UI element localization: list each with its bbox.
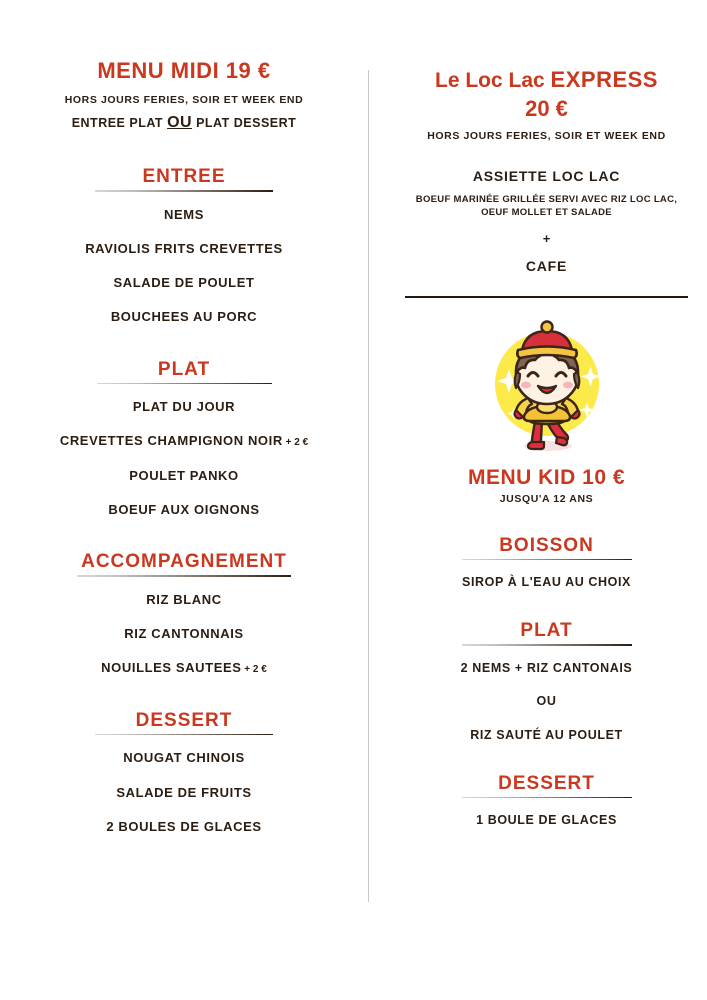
choice-option-first: ENTREE PLAT [71, 116, 164, 130]
section-accompagnement-heading: ACCOMPAGNEMENT [81, 551, 287, 573]
item-name: NEMS [164, 206, 204, 222]
list-item [18, 434, 350, 448]
express-dish-name: ASSIETTE LOC LAC [472, 167, 621, 184]
list-item [18, 400, 350, 414]
loc-lac-express-title [396, 58, 697, 122]
express-dish-description: BOEUF MARINÉE GRILLÉE SERVI AVEC RIZ LOC LAC, OEUF MOLLET ET SALADE [415, 193, 678, 218]
section-kid-plat-heading: PLAT [520, 620, 573, 642]
section-dessert-heading: DESSERT [135, 709, 233, 731]
express-plus-sign: + [542, 231, 551, 247]
mascot-container [396, 312, 697, 458]
express-drink: CAFE [525, 258, 568, 275]
menu-midi-choice [18, 114, 350, 132]
list-item [18, 751, 350, 765]
item-name: CREVETTES CHAMPIGNON NOIR [59, 433, 283, 449]
section-entree [18, 166, 350, 325]
section-accompagnement [18, 551, 350, 675]
list-item [18, 208, 350, 222]
choice-or-label: OU [167, 114, 193, 131]
section-plat-heading: PLAT [157, 358, 211, 380]
express-kid-separator [405, 296, 688, 298]
express-title-strong: EXPRESS [550, 67, 658, 92]
item-name: POULET PANKO [129, 467, 239, 483]
menu-express-kid-column [368, 0, 707, 1000]
menu-kid-subtitle: JUSQU'A 12 ANS [499, 492, 594, 505]
item-name: RAVIOLIS FRITS CREVETTES [85, 240, 283, 256]
section-kid-plat [396, 620, 697, 743]
menu-kid-sections [396, 535, 697, 828]
list-item [396, 814, 697, 828]
section-accompagnement-rule [77, 575, 291, 577]
list-item [18, 310, 350, 324]
list-item [18, 820, 350, 834]
list-item [396, 662, 697, 676]
section-entree-rule [95, 190, 273, 192]
section-boisson-rule [462, 559, 632, 561]
list-item [18, 503, 350, 517]
item-name: 2 BOULES DE GLACES [106, 818, 262, 834]
item-name: RIZ BLANC [146, 591, 222, 607]
item-name: BOUCHEES AU PORC [110, 309, 258, 325]
list-item [396, 695, 697, 709]
list-item [18, 276, 350, 290]
item-name: NOUGAT CHINOIS [123, 750, 245, 766]
section-plat-rule [97, 383, 272, 385]
item-name: 1 BOULE DE GLACES [476, 813, 617, 828]
express-subtitle: HORS JOURS FERIES, SOIR ET WEEK END [427, 129, 666, 142]
item-name: 2 NEMS + RIZ CANTONAIS [460, 660, 633, 675]
list-item [18, 627, 350, 641]
list-item [396, 576, 697, 590]
section-kid-dessert [396, 773, 697, 828]
item-name: PLAT DU JOUR [132, 399, 236, 415]
list-item [18, 786, 350, 800]
section-dessert-rule [95, 734, 273, 736]
section-kid-plat-rule [462, 644, 632, 646]
express-title-soft: Le Loc Lac [435, 69, 551, 92]
item-name: NOUILLES SAUTEES [101, 660, 242, 676]
item-name: RIZ SAUTÉ AU POULET [470, 728, 623, 743]
express-price: 20 € [525, 95, 568, 121]
choice-option-second: PLAT DESSERT [196, 116, 297, 130]
list-item [18, 661, 350, 675]
item-name: RIZ CANTONNAIS [124, 626, 244, 642]
item-name: SIROP À L'EAU AU CHOIX [462, 575, 631, 590]
section-kid-dessert-rule [462, 797, 632, 799]
list-item [18, 469, 350, 483]
menu-midi-subtitle: HORS JOURS FERIES, SOIR ET WEEK END [64, 94, 304, 106]
menu-kid-title: MENU KID 10 € [467, 465, 626, 489]
item-name: SALADE DE FRUITS [116, 784, 252, 800]
item-name: OU [536, 694, 557, 709]
list-item [396, 729, 697, 743]
column-divider [368, 70, 369, 902]
section-dessert [18, 710, 350, 834]
section-kid-dessert-heading: DESSERT [498, 772, 595, 794]
item-name: BOEUF AUX OIGNONS [108, 502, 260, 518]
item-supplement: + 2 € [241, 664, 267, 676]
section-plat [18, 359, 350, 518]
section-boisson [396, 535, 697, 590]
list-item [18, 593, 350, 607]
section-entree-heading: ENTREE [142, 166, 226, 187]
menu-midi-title: MENU MIDI 19 € [97, 58, 271, 83]
item-supplement: + 2 € [282, 437, 309, 449]
chinese-new-year-boy-with-gold-ingot-icon [484, 312, 610, 458]
item-name: SALADE DE POULET [113, 275, 255, 291]
section-boisson-heading: BOISSON [499, 534, 594, 556]
list-item [18, 242, 350, 256]
